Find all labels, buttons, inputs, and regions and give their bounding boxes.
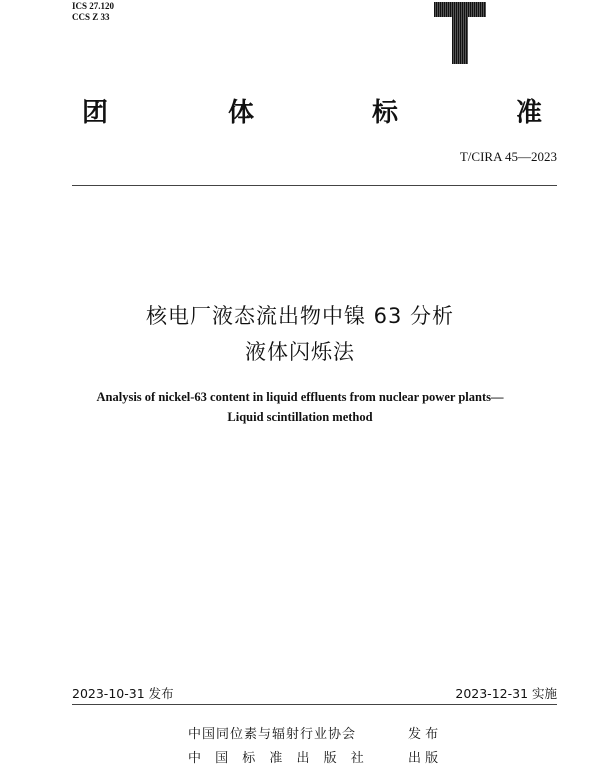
implementation-date: 2023-12-31 实施	[455, 686, 557, 701]
english-title	[40, 387, 560, 427]
english-title-line: Analysis of nickel-63 content in liquid effluents from nuclear power plants—	[96, 390, 504, 404]
standard-type-char: 准	[516, 98, 543, 128]
publisher-name: 中国同位素与辐射行业协会	[188, 727, 357, 742]
issue-date: 2023-10-31 发布	[72, 686, 174, 701]
standard-number: T/CIRA 45—2023	[459, 149, 557, 164]
publisher-name: 中 国 标 准 出 版 社	[188, 751, 369, 766]
standard-type-char: 团	[82, 98, 109, 128]
english-title-line: Liquid scintillation method	[227, 410, 373, 424]
standard-type-heading	[82, 92, 552, 128]
chinese-title-line: 液体闪烁法	[245, 340, 355, 364]
classification-codes	[72, 1, 114, 23]
ccs-code: CCS Z 33	[72, 12, 110, 22]
top-divider	[72, 185, 557, 186]
standard-type-char: 标	[372, 98, 399, 128]
standard-letter-logo	[434, 2, 486, 64]
bottom-divider	[72, 704, 557, 705]
publisher-role: 发 布	[408, 727, 439, 742]
standard-type-char: 体	[228, 98, 255, 128]
ics-code: ICS 27.120	[72, 1, 115, 11]
chinese-title-line: 核电厂液态流出物中镍 63 分析	[145, 304, 455, 328]
publisher-role: 出 版	[408, 751, 439, 766]
chinese-title	[0, 298, 600, 370]
